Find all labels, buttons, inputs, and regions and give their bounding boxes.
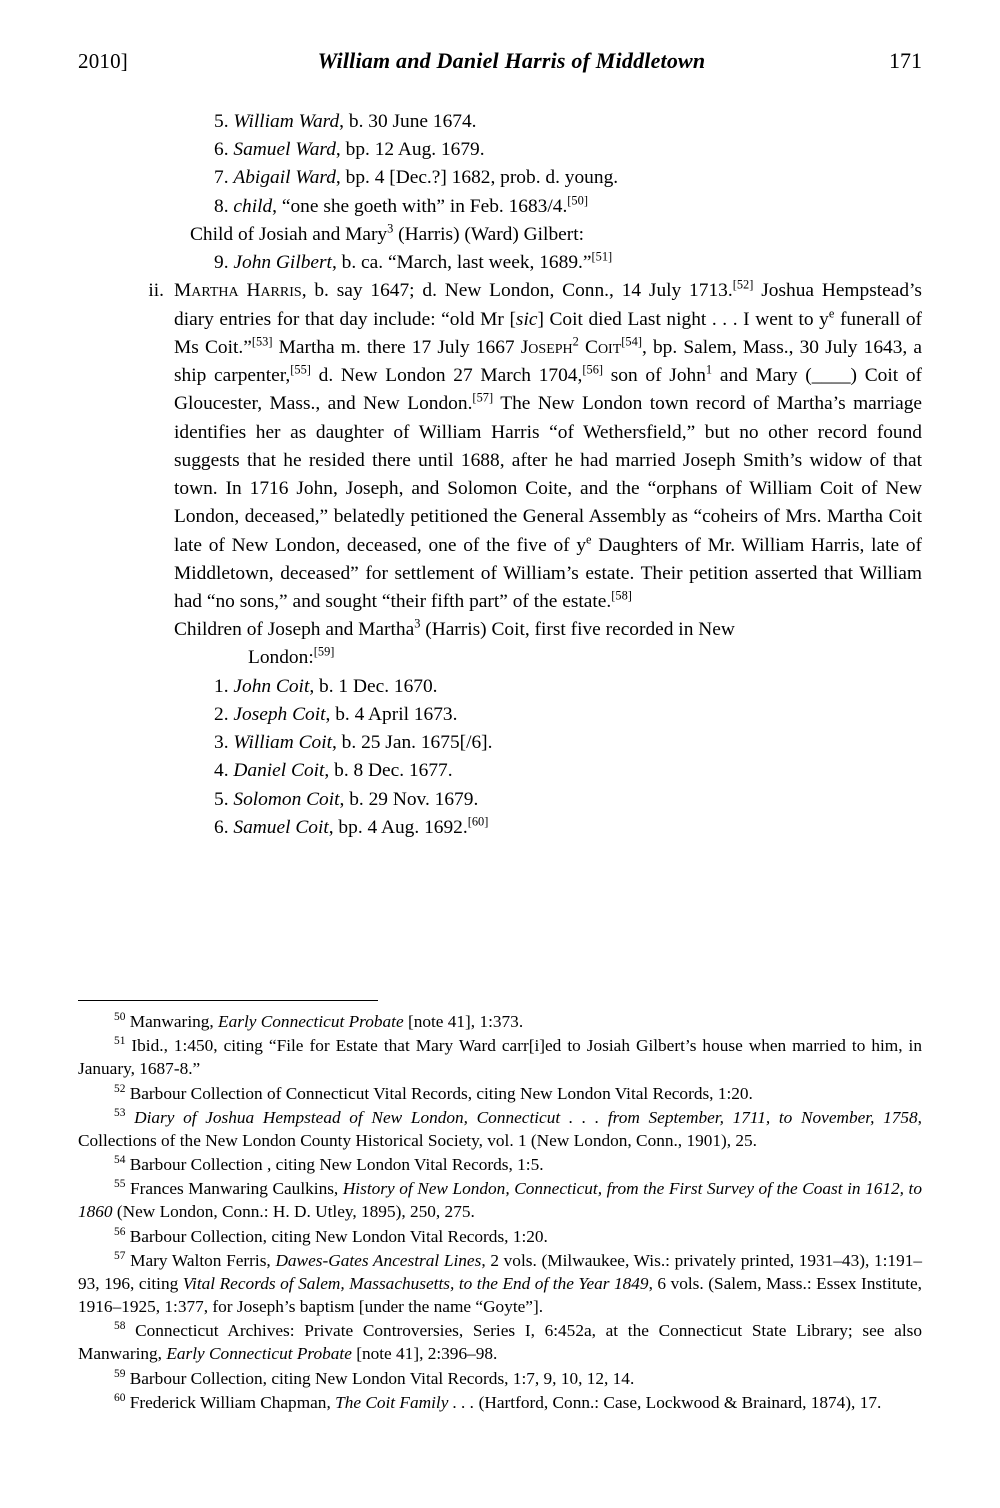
ward-child-item-detail: , bp. 12 Aug. 1679. xyxy=(335,139,485,161)
footnote-text: (New London, Conn.: H. D. Utley, 1895), 250, 275. xyxy=(112,1202,475,1222)
footnote-text: History of New London, Connecticut, from the First Survey of the Coast in 1612, to 1860 xyxy=(78,1179,922,1222)
footnote-text: Connecticut Archives: Private Controversies, Series I, 6:452a, at the Connecticut State Library; see also Manwaring, xyxy=(78,1321,922,1364)
footnote-ref-60: [60] xyxy=(467,814,489,829)
coit-child-item-name: Joseph Coit xyxy=(233,703,326,725)
ward-children-list xyxy=(78,108,922,221)
footnote-text: , 2 vols. (Milwaukee, Wis.: privately printed, 1931–43), 1:191–93, 196, citing xyxy=(78,1250,922,1293)
coit-children-heading xyxy=(78,616,922,644)
footnote-text: [note 41], 2:396–98. xyxy=(351,1344,498,1364)
coit-child-item-detail: , bp. 4 Aug. 1692. xyxy=(328,816,468,838)
footnote-separator-rule xyxy=(78,1000,378,1001)
gilbert-child-item xyxy=(78,249,922,277)
footnote-number: 52 xyxy=(114,1082,126,1095)
gilbert-child-item-detail: , b. ca. “March, last week, 1689.” xyxy=(331,252,592,274)
footnote-ref-57: [57] xyxy=(472,390,494,405)
footnote-ref-55: [55] xyxy=(290,362,311,377)
superscript-e-1: e xyxy=(828,306,835,321)
footnote-text: Frances Manwaring Caulkins, xyxy=(129,1179,343,1199)
coit-surname: Coit xyxy=(578,336,622,358)
martha-text-6: , bp. Salem, Mass., 30 July 1643, a ship carpenter, xyxy=(174,336,923,387)
coit-children-list xyxy=(78,673,922,842)
martha-text-3: ] Coit died Last night . . . I went to y xyxy=(537,308,829,330)
ward-child-item-name: Abigail Ward xyxy=(233,167,336,189)
footnote-56 xyxy=(78,1225,922,1248)
gilbert-child-heading-rest: (Harris) (Ward) Gilbert: xyxy=(393,223,584,245)
footnote-53 xyxy=(78,1106,922,1152)
gilbert-child-item-number: 9. xyxy=(214,252,234,274)
footnote-number: 58 xyxy=(114,1320,126,1333)
footnotes-section xyxy=(78,1000,922,1415)
john-generation-superscript: 1 xyxy=(705,362,713,377)
martha-harris-name: Martha Harris xyxy=(174,280,302,302)
footnote-58 xyxy=(78,1319,922,1365)
footnote-text: Early Connecticut Probate xyxy=(218,1012,404,1031)
coit-child-item-detail: , b. 1 Dec. 1670. xyxy=(309,675,438,697)
generation-superscript: 3 xyxy=(387,221,394,236)
footnote-59 xyxy=(78,1367,922,1390)
footnote-51 xyxy=(78,1034,922,1080)
coit-child-item xyxy=(78,673,922,701)
footnote-ref-58: [58] xyxy=(611,588,632,603)
footnote-number: 55 xyxy=(114,1178,126,1191)
footnote-number: 60 xyxy=(114,1391,126,1404)
running-head xyxy=(78,48,922,82)
footnote-number: 51 xyxy=(114,1035,126,1048)
footnote-60 xyxy=(78,1391,922,1414)
footnote-54 xyxy=(78,1153,922,1176)
footnote-text: Ibid., 1:450, citing “File for Estate that Mary Ward carr[i]ed to Josiah Gilbert’s house when married to him, in January, 1687-8.” xyxy=(78,1036,922,1079)
footnote-text: [note 41], 1:373. xyxy=(403,1012,524,1031)
footnote-50 xyxy=(78,1010,922,1033)
coit-child-item-number: 5. xyxy=(214,788,234,810)
coit-child-item-detail: , b. 25 Jan. 1675[/6]. xyxy=(331,732,493,754)
coit-child-item xyxy=(78,701,922,729)
ward-child-item-number: 6. xyxy=(214,139,234,161)
footnote-55 xyxy=(78,1177,922,1223)
footnote-ref-54: [54] xyxy=(621,334,642,349)
footnote-text: Dawes-Gates Ancestral Lines xyxy=(275,1250,482,1270)
coit-child-item-number: 1. xyxy=(214,675,234,697)
ward-child-item xyxy=(78,136,922,164)
footnote-number: 59 xyxy=(114,1367,126,1380)
martha-text-5: Martha m. there 17 July 1667 xyxy=(272,336,521,358)
ward-child-item-number: 8. xyxy=(214,195,234,217)
coit-child-item-number: 4. xyxy=(214,760,234,782)
footnote-text: Frederick William Chapman, xyxy=(129,1392,336,1412)
footnote-text: (Hartford, Conn.: Case, Lockwood & Brainard, 1874), 17. xyxy=(474,1392,882,1412)
ward-child-item-detail: , b. 30 June 1674. xyxy=(339,111,477,132)
ward-child-item-number: 7. xyxy=(214,167,234,189)
ward-child-item-name: Samuel Ward xyxy=(233,139,336,161)
coit-child-item-name: John Coit xyxy=(233,675,310,697)
ward-child-item-number: 5. xyxy=(214,111,234,132)
martha-text-2: Joshua Hempstead’s diary entries for that day include: “old Mr [ xyxy=(174,280,922,330)
gilbert-child-item-name: John Gilbert xyxy=(233,252,332,274)
footnote-ref-50: [50] xyxy=(567,193,588,208)
coit-child-item-detail: , b. 8 Dec. 1677. xyxy=(324,760,453,782)
coit-children-heading-london: London: xyxy=(248,647,314,669)
running-head-year: 2010] xyxy=(78,49,128,73)
coit-child-item-number: 2. xyxy=(214,703,234,725)
footnote-text: Mary Walton Ferris, xyxy=(130,1250,276,1270)
coit-child-item xyxy=(78,786,922,814)
footnote-text: Barbour Collection of Connecticut Vital Records, citing New London Vital Records, 1:20. xyxy=(129,1083,753,1103)
footnote-list xyxy=(78,1010,922,1414)
martha-text-11: Daughters of Mr. William Harris, late of Middletown, deceased” for settlement of William’s estate. Their petition asserted that William had “no sons,” and sought “their fifth part” of the estate. xyxy=(174,534,922,612)
footnote-number: 53 xyxy=(114,1106,126,1119)
footnote-text: Vital Records of Salem, Massachusetts, to the End of the Year 1849 xyxy=(182,1273,649,1293)
gilbert-child-list xyxy=(78,249,922,277)
coit-generation-superscript: 3 xyxy=(414,616,421,631)
coit-child-item-name: Solomon Coit xyxy=(233,788,340,810)
footnote-ref-53: [53] xyxy=(251,334,273,349)
footnote-ref-51: [51] xyxy=(591,249,613,264)
coit-children-heading-rest: (Harris) Coit, first five recorded in New xyxy=(420,619,735,641)
footnote-number: 56 xyxy=(114,1225,126,1238)
running-head-title: William and Daniel Harris of Middletown xyxy=(317,48,706,73)
martha-text-10: The New London town record of Martha’s marriage identifies her as daughter of William Harris “of Wethersfield,” but no other record found suggests that he resided there until 1688, after he had married Joseph Smith’s widow of that town. In 1716 John, Joseph, and Solomon Coite, and the “orphans of William Coit of New London, deceased,” belatedly petitioned the General Assembly as “coheirs of Mrs. Martha Coit late of New London, deceased, one of the five of y xyxy=(174,393,922,556)
footnote-number: 54 xyxy=(114,1154,126,1167)
footnote-number: 57 xyxy=(114,1249,126,1262)
joseph-generation-superscript: 2 xyxy=(572,334,579,349)
coit-children-heading-line2 xyxy=(78,644,922,672)
footnote-text: , Collections of the New London County Historical Society, vol. 1 (New London, Conn., 1901), 25. xyxy=(78,1107,922,1150)
sic-marker: sic xyxy=(515,308,538,330)
joseph-coit-name: Joseph xyxy=(520,336,573,358)
footnote-text: Barbour Collection, citing New London Vital Records, 1:7, 9, 10, 12, 14. xyxy=(129,1368,635,1388)
gilbert-child-heading-text: Child of Josiah and Mary xyxy=(190,223,388,245)
ward-child-item-detail: , “one she goeth with” in Feb. 1683/4. xyxy=(272,195,568,217)
coit-child-item xyxy=(78,729,922,757)
superscript-e-2: e xyxy=(586,532,592,547)
footnote-text: Barbour Collection, citing New London Vital Records, 1:20. xyxy=(129,1226,548,1246)
ward-child-item-name: child xyxy=(233,195,273,217)
ward-child-item xyxy=(78,108,922,136)
coit-child-item-detail: , b. 29 Nov. 1679. xyxy=(339,788,479,810)
footnote-ref-52: [52] xyxy=(732,277,754,292)
martha-text-4: funerall of Ms Coit.” xyxy=(174,308,922,358)
coit-child-item-number: 6. xyxy=(214,816,234,838)
coit-children-heading-text: Children of Joseph and Martha xyxy=(174,619,415,641)
body-text xyxy=(78,108,922,842)
martha-text-9: and Mary (____) Coit of Gloucester, Mass., and New London. xyxy=(174,365,922,415)
page-number: 171 xyxy=(889,48,922,73)
coit-child-item-number: 3. xyxy=(214,732,234,754)
gilbert-child-heading xyxy=(78,221,922,249)
footnote-text: Barbour Collection , citing New London Vital Records, 1:5. xyxy=(129,1155,544,1175)
coit-child-item-name: William Coit xyxy=(233,732,332,754)
ward-child-item-name: William Ward xyxy=(233,111,340,132)
footnote-text: , 6 vols. (Salem, Mass.: Essex Institute, 1916–1925, 1:377, for Joseph’s baptism [under the name “Goyte”]. xyxy=(78,1273,922,1317)
martha-text-7: d. New London 27 March 1704, xyxy=(310,365,583,387)
ward-child-item-detail: , bp. 4 [Dec.?] 1682, prob. d. young. xyxy=(335,167,619,189)
footnote-52 xyxy=(78,1082,922,1105)
coit-child-item-name: Samuel Coit xyxy=(233,816,329,838)
footnote-number: 50 xyxy=(114,1011,126,1024)
footnote-ref-56: [56] xyxy=(582,362,604,377)
ward-child-item xyxy=(78,164,922,192)
footnote-ref-59: [59] xyxy=(313,644,335,659)
martha-harris-entry xyxy=(78,277,922,616)
footnote-text: Manwaring, xyxy=(129,1012,219,1031)
coit-child-item-detail: , b. 4 April 1673. xyxy=(325,703,458,725)
footnote-text: Diary of Joshua Hempstead of New London, Connecticut . . . from September, 1711, to November, 1758 xyxy=(134,1107,918,1127)
martha-text-8: son of John xyxy=(603,365,706,387)
ward-child-item xyxy=(78,193,922,221)
entry-roman-numeral: ii. xyxy=(148,280,164,302)
martha-text-1: , b. say 1647; d. New London, Conn., 14 July 1713. xyxy=(301,280,733,302)
coit-child-item xyxy=(78,814,922,842)
coit-child-item xyxy=(78,757,922,785)
footnote-text: The Coit Family . . . xyxy=(335,1392,475,1412)
footnote-text: Early Connecticut Probate xyxy=(166,1344,352,1364)
footnote-57 xyxy=(78,1249,922,1319)
coit-child-item-name: Daniel Coit xyxy=(233,760,325,782)
